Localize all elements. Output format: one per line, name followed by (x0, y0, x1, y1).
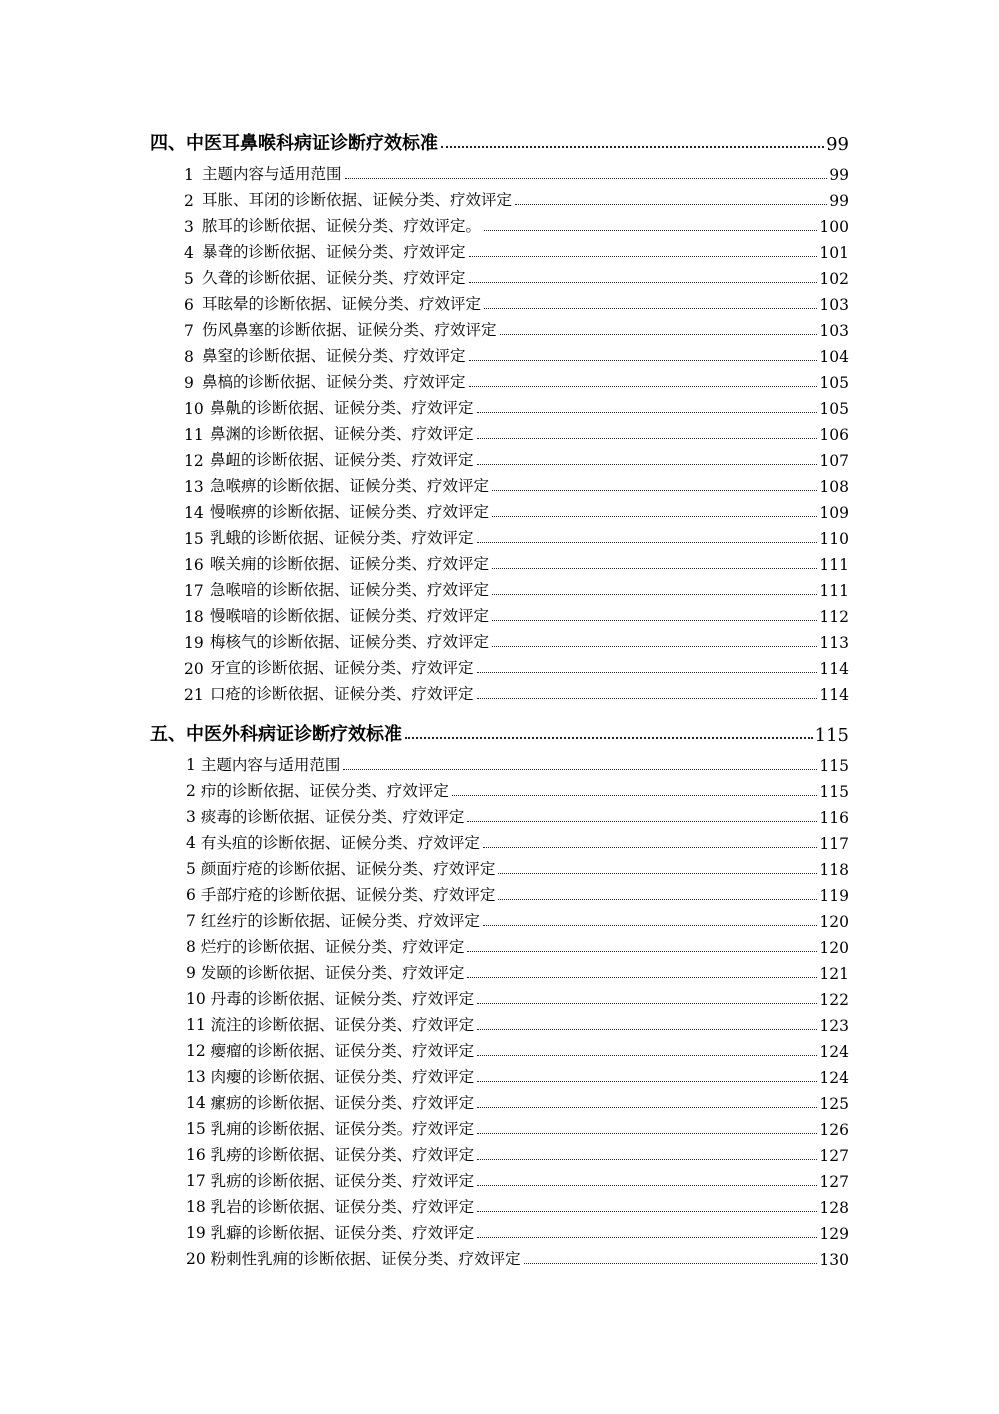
dot-leader (477, 1028, 817, 1030)
toc-entry-number: 8 (184, 348, 194, 366)
toc-page-number: 106 (819, 426, 849, 444)
dot-leader (492, 645, 817, 647)
toc-entry-title (186, 961, 464, 983)
dot-leader (469, 255, 818, 257)
toc-entry-title: 梅核气的诊断依据、证候分类、疗效评定 (210, 633, 490, 651)
toc-heading-5[interactable] (150, 716, 849, 746)
toc-entry[interactable] (184, 342, 849, 366)
toc-entry-text: 丹毒的诊断依据、证候分类、疗效评定 (210, 990, 475, 1008)
toc-entry-text: 主题内容与适用范围 (200, 756, 341, 774)
toc-entry-title: 急喉痹的诊断依据、证候分类、疗效评定 (210, 477, 490, 495)
toc-entry[interactable] (186, 829, 849, 853)
toc-entry[interactable] (184, 394, 849, 418)
dot-leader (477, 671, 818, 673)
toc-entry-text: 发颐的诊断依据、证侯分类、疗效评定 (200, 964, 465, 982)
toc-page-number: 126 (819, 1121, 849, 1139)
toc-entry-number: 3 (184, 218, 194, 236)
toc-entry-number: 7 (186, 912, 196, 930)
toc-entry-number: 13 (186, 1068, 206, 1086)
toc-entry-number: 18 (184, 608, 204, 626)
toc-entry-number: 17 (184, 582, 204, 600)
toc-entry-title (186, 935, 464, 957)
toc-entry[interactable] (186, 907, 849, 931)
toc-page-number: 105 (819, 400, 849, 418)
toc-entry-number: 11 (184, 426, 204, 444)
toc-entry-title: 鼻槁的诊断依据、证候分类、疗效评定 (202, 373, 466, 391)
toc-entry-text: 痰毒的诊断依据、证侯分类、疗效评定 (200, 808, 465, 826)
toc-entry-title: 脓耳的诊断依据、证候分类、疗效评定。 (202, 217, 482, 235)
toc-entry-number: 8 (186, 938, 196, 956)
toc-entry-title: 喉关痈的诊断依据、证候分类、疗效评定 (210, 555, 490, 573)
toc-entry-number: 5 (184, 270, 194, 288)
toc-entry[interactable] (186, 1167, 849, 1191)
dot-leader (498, 898, 817, 900)
toc-page-number: 122 (819, 991, 849, 1009)
toc-entry-number: 20 (184, 660, 204, 678)
toc-page-number: 99 (826, 134, 849, 155)
toc-entry[interactable] (186, 1219, 849, 1243)
toc-entry-title: 鼻渊的诊断依据、证候分类、疗效评定 (210, 425, 474, 443)
toc-heading-label: 五、中医外科病证诊断疗效标准 (150, 724, 402, 745)
toc-entry-number: 4 (186, 834, 196, 852)
toc-entry-title: 耳眩晕的诊断依据、证候分类、疗效评定 (202, 295, 482, 313)
toc-entry-text: 粉刺性乳痈的诊断依据、证侯分类、疗效评定 (210, 1250, 521, 1268)
toc-page-number: 121 (819, 965, 849, 983)
toc-entry[interactable] (186, 933, 849, 957)
toc-entry[interactable] (186, 1193, 849, 1217)
toc-entry[interactable] (184, 498, 849, 522)
toc-entry[interactable] (184, 212, 849, 236)
toc-entry[interactable] (184, 524, 849, 548)
toc-entry-title (186, 1221, 474, 1243)
toc-page-number: 127 (819, 1147, 849, 1165)
toc-entry[interactable] (184, 472, 849, 496)
toc-entry[interactable] (186, 751, 849, 775)
toc-entry-number: 19 (184, 634, 204, 652)
toc-entry-title: 慢喉喑的诊断依据、证候分类、疗效评定 (210, 607, 490, 625)
toc-entry-number: 5 (186, 860, 196, 878)
toc-entry-number: 2 (186, 782, 196, 800)
toc-entry-number: 21 (184, 686, 204, 704)
dot-leader (477, 697, 818, 699)
dot-leader (477, 1184, 817, 1186)
toc-page-number: 111 (819, 556, 849, 574)
dot-leader (477, 1158, 817, 1160)
dot-leader (477, 1132, 817, 1134)
toc-entry[interactable] (184, 420, 849, 444)
toc-heading-label: 四、中医耳鼻喉科病证诊断疗效标准 (150, 133, 438, 154)
toc-entry-number: 3 (186, 808, 196, 826)
dot-leader (477, 437, 818, 439)
toc-entry-number: 11 (186, 1016, 206, 1034)
dot-leader (469, 281, 818, 283)
dot-leader (452, 794, 818, 796)
toc-entry-title: 久聋的诊断依据、证候分类、疗效评定 (202, 269, 466, 287)
toc-entry-title: 急喉喑的诊断依据、证候分类、疗效评定 (210, 581, 490, 599)
toc-page-number: 128 (819, 1199, 849, 1217)
toc-entry[interactable] (184, 264, 849, 288)
toc-entry-number: 12 (184, 452, 204, 470)
toc-entry[interactable] (184, 550, 849, 574)
toc-entry[interactable] (186, 1089, 849, 1113)
toc-entry-text: 瘿瘤的诊断依据、证侯分类、疗效评定 (210, 1042, 475, 1060)
dot-leader (343, 768, 817, 770)
toc-page-number: 109 (819, 504, 849, 522)
toc-page-number: 105 (819, 374, 849, 392)
dot-leader (469, 359, 818, 361)
toc-entry-number: 12 (186, 1042, 206, 1060)
toc-entry-text: 乳疬的诊断依据、证侯分类、疗效评定 (210, 1172, 475, 1190)
toc-entry[interactable] (186, 803, 849, 827)
dot-leader (492, 567, 817, 569)
toc-entry-title (186, 909, 480, 931)
toc-entry-text: 红丝疔的诊断依据、证候分类、疗效评定 (200, 912, 480, 930)
toc-entry-title: 牙宣的诊断依据、证候分类、疗效评定 (210, 659, 474, 677)
toc-entry-number: 10 (186, 990, 206, 1008)
toc-entry-number: 10 (184, 400, 204, 418)
toc-entry-title (186, 1117, 474, 1139)
toc-entry[interactable] (184, 290, 849, 314)
toc-entry-title: 耳胀、耳闭的诊断依据、证候分类、疗效评定 (202, 191, 513, 209)
toc-entry-number: 9 (186, 964, 196, 982)
toc-entry[interactable] (184, 238, 849, 262)
toc-entry-number: 6 (184, 296, 194, 314)
toc-entry-number: 15 (186, 1120, 206, 1138)
toc-page-number: 103 (819, 296, 849, 314)
toc-page-number: 115 (819, 783, 849, 801)
toc-entry[interactable] (186, 1245, 849, 1269)
toc-entry-text: 瘰疬的诊断依据、证侯分类、疗效评定 (210, 1094, 475, 1112)
toc-entry-text: 乳痨的诊断依据、证侯分类、疗效评定 (210, 1146, 475, 1164)
toc-page-number: 120 (819, 939, 849, 957)
toc-page-number: 123 (819, 1017, 849, 1035)
toc-entry-number: 4 (184, 244, 194, 262)
dot-leader (483, 924, 818, 926)
toc-page-number: 114 (819, 686, 849, 704)
toc-entry[interactable] (186, 985, 849, 1009)
toc-entry-number: 1 (186, 756, 196, 774)
toc-entry-title: 暴聋的诊断依据、证候分类、疗效评定 (202, 243, 466, 261)
toc-page-number: 111 (819, 582, 849, 600)
toc-entry-title (186, 1195, 474, 1217)
dot-leader (492, 619, 817, 621)
dot-leader (441, 145, 824, 148)
toc-page-number: 115 (814, 725, 849, 746)
toc-page-number: 125 (819, 1095, 849, 1113)
toc-entry-text: 肉瘿的诊断依据、证侯分类、疗效评定 (210, 1068, 475, 1086)
toc-entry-title (186, 779, 449, 801)
toc-entry-title: 口疮的诊断依据、证候分类、疗效评定 (210, 685, 474, 703)
toc-entry-text: 乳痈的诊断依据、证侯分类。疗效评定 (210, 1120, 475, 1138)
toc-page-number: 124 (819, 1043, 849, 1061)
toc-entry[interactable] (184, 160, 849, 184)
toc-page-number: 113 (819, 634, 849, 652)
toc-page-number: 124 (819, 1069, 849, 1087)
toc-page-number: 101 (819, 244, 849, 262)
dot-leader (483, 846, 818, 848)
toc-entry-title (186, 1143, 474, 1165)
toc-page-number: 104 (819, 348, 849, 366)
dot-leader (484, 307, 817, 309)
dot-leader (467, 976, 817, 978)
toc-entry[interactable] (184, 446, 849, 470)
dot-leader (492, 593, 817, 595)
toc-entry-number: 16 (186, 1146, 206, 1164)
toc-entry-title (186, 1247, 521, 1269)
toc-page-number: 130 (819, 1251, 849, 1269)
toc-entry-title: 慢喉痹的诊断依据、证候分类、疗效评定 (210, 503, 490, 521)
dot-leader (492, 515, 817, 517)
dot-leader (477, 541, 818, 543)
toc-entry-number: 15 (184, 530, 204, 548)
toc-entry[interactable] (184, 654, 849, 678)
toc-page-number: 120 (819, 913, 849, 931)
toc-entry-title (186, 1039, 474, 1061)
toc-page-number: 127 (819, 1173, 849, 1191)
toc-entry-number: 20 (186, 1250, 206, 1268)
dot-leader (405, 736, 813, 739)
toc-entry[interactable] (186, 1011, 849, 1035)
toc-entry-title (186, 1065, 474, 1087)
toc-entry[interactable] (184, 368, 849, 392)
toc-entry-number: 14 (184, 504, 204, 522)
toc-page-number: 102 (819, 270, 849, 288)
dot-leader (469, 385, 818, 387)
toc-entry-number: 19 (186, 1224, 206, 1242)
dot-leader (345, 177, 828, 179)
toc-entry[interactable] (186, 1063, 849, 1087)
dot-leader (492, 489, 817, 491)
toc-page-number: 118 (819, 861, 849, 879)
toc-entry[interactable] (186, 855, 849, 879)
toc-entry-number: 2 (184, 192, 194, 210)
dot-leader (477, 463, 818, 465)
toc-entry-title (186, 1013, 474, 1035)
dot-leader (477, 1080, 817, 1082)
toc-page-number: 110 (819, 530, 849, 548)
toc-entry[interactable] (186, 1141, 849, 1165)
toc-entry-title: 鼻衄的诊断依据、证候分类、疗效评定 (210, 451, 474, 469)
dot-leader (467, 820, 817, 822)
toc-entry[interactable] (184, 186, 849, 210)
toc-entry[interactable] (186, 959, 849, 983)
toc-entry[interactable] (184, 602, 849, 626)
toc-entry-title (186, 883, 495, 905)
toc-entry-number: 13 (184, 478, 204, 496)
toc-entry[interactable] (186, 1037, 849, 1061)
toc-entry[interactable] (184, 316, 849, 340)
toc-entry-number: 18 (186, 1198, 206, 1216)
toc-entry[interactable] (184, 576, 849, 600)
toc-entry-number: 7 (184, 322, 194, 340)
toc-entry-title: 主题内容与适用范围 (202, 165, 342, 183)
dot-leader (477, 1210, 817, 1212)
toc-entry-number: 1 (184, 166, 194, 184)
toc-entry[interactable] (184, 628, 849, 652)
toc-entry-title: 乳蛾的诊断依据、证候分类、疗效评定 (210, 529, 474, 547)
dot-leader (477, 1106, 817, 1108)
toc-entry-text: 乳癖的诊断依据、证侯分类、疗效评定 (210, 1224, 475, 1242)
dot-leader (500, 333, 818, 335)
toc-entry-title (186, 987, 474, 1009)
toc-entry-text: 烂疔的诊断依据、证候分类、疗效评定 (200, 938, 465, 956)
toc-entry-number: 16 (184, 556, 204, 574)
toc-heading-4[interactable] (150, 125, 849, 155)
dot-leader (477, 411, 818, 413)
toc-page-number: 116 (819, 809, 849, 827)
toc-entry-text: 疖的诊断依据、证侯分类、疗效评定 (200, 782, 449, 800)
toc-entry-title (186, 753, 340, 775)
toc-page-number: 114 (819, 660, 849, 678)
toc-entry-text: 手部疔疮的诊断依据、证候分类、疗效评定 (200, 886, 496, 904)
dot-leader (477, 1054, 817, 1056)
toc-page-number: 119 (819, 887, 849, 905)
toc-entry-text: 流注的诊断依据、证侯分类、疗效评定 (210, 1016, 475, 1034)
toc-entry-title (186, 831, 480, 853)
toc-entry-title (186, 1169, 474, 1191)
toc-page-number: 112 (819, 608, 849, 626)
toc-entry[interactable] (186, 881, 849, 905)
toc-page-number: 115 (819, 757, 849, 775)
toc-entry-title: 鼻鼽的诊断依据、证候分类、疗效评定 (210, 399, 474, 417)
dot-leader (467, 950, 817, 952)
toc-page-number: 117 (819, 835, 849, 853)
toc-entry-title (186, 1091, 474, 1113)
toc-entry-text: 颜面疔疮的诊断依据、证候分类、疗效评定 (200, 860, 496, 878)
dot-leader (524, 1262, 818, 1264)
toc-entry[interactable] (186, 777, 849, 801)
toc-entry-text: 乳岩的诊断依据、证侯分类、疗效评定 (210, 1198, 475, 1216)
dot-leader (477, 1236, 817, 1238)
toc-entry-title (186, 805, 464, 827)
toc-page-number: 100 (819, 218, 849, 236)
toc-page-number: 107 (819, 452, 849, 470)
toc-entry-number: 17 (186, 1172, 206, 1190)
dot-leader (498, 872, 817, 874)
toc-entry-text: 有头疽的诊断依据、证候分类、疗效评定 (200, 834, 480, 852)
toc-page-number: 99 (829, 192, 849, 210)
toc-page-number: 108 (819, 478, 849, 496)
toc-page-number: 129 (819, 1225, 849, 1243)
toc-entry-number: 6 (186, 886, 196, 904)
toc-entry-title (186, 857, 495, 879)
toc-entry-number: 9 (184, 374, 194, 392)
toc-entry[interactable] (186, 1115, 849, 1139)
toc-entry-title: 伤风鼻塞的诊断依据、证候分类、疗效评定 (202, 321, 497, 339)
toc-entry-title: 鼻窒的诊断依据、证候分类、疗效评定 (202, 347, 466, 365)
dot-leader (515, 203, 827, 205)
dot-leader (484, 229, 817, 231)
dot-leader (477, 1002, 817, 1004)
toc-entry[interactable] (184, 680, 849, 704)
toc-entry-number: 14 (186, 1094, 206, 1112)
toc-page-number: 99 (829, 166, 849, 184)
toc-page-number: 103 (819, 322, 849, 340)
